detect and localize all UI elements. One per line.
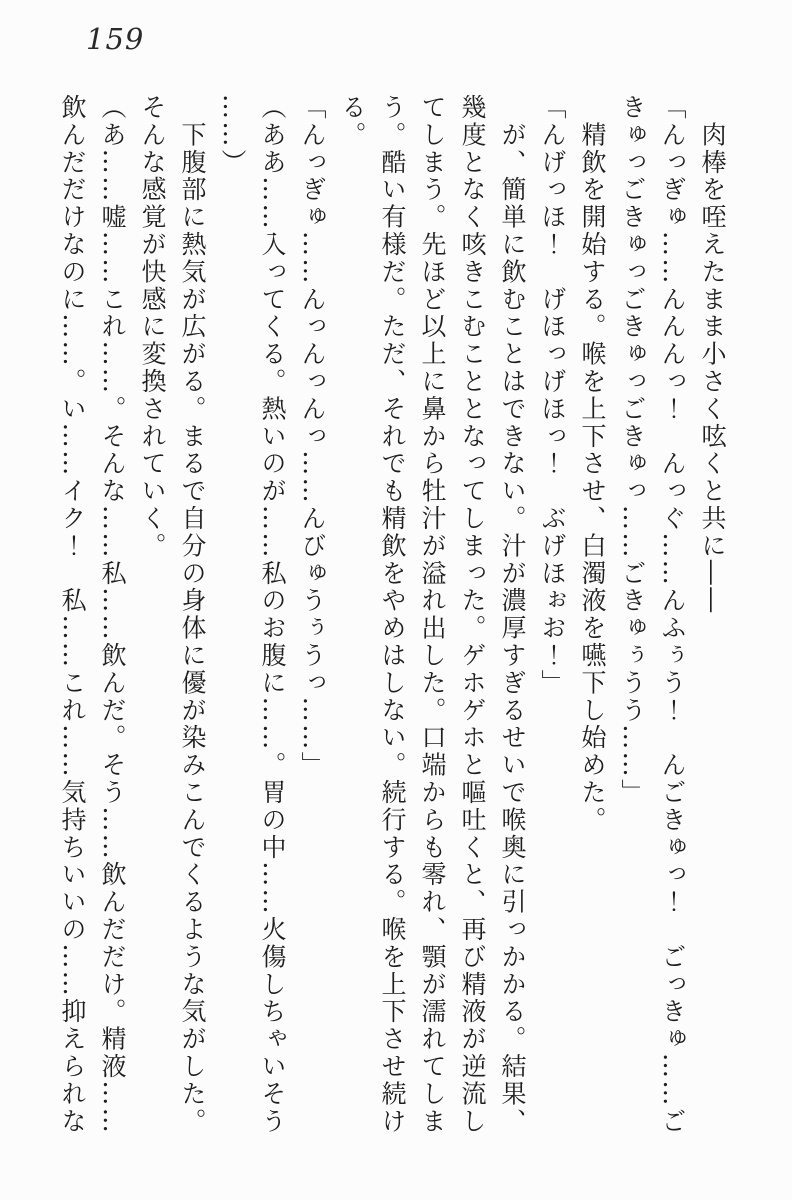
text-line: る。	[338, 94, 367, 149]
text-line: が、簡単に飲むことはできない。汁が濃厚すぎるせいで喉奥に引っかかる。結果、	[498, 94, 527, 1136]
text-line: 精飲を開始する。喉を上下させ、白濁液を嚥下し始めた。	[578, 94, 607, 834]
text-line: 「んっぎゅ……んんんっ！ んっぐ……んふぅう！ んごきゅっ！ ごっきゅ……ご	[658, 94, 687, 1136]
text-line: きゅっごきゅっごきゅっごきゅっ……ごきゅぅうう……」	[618, 94, 647, 807]
text-line: 「んげっほ！ げほっげほっ！ ぶげほぉお！」	[538, 94, 567, 697]
text-block	[52, 94, 732, 1146]
text-line: う。酷い有様だ。ただ、それでも精飲をやめはしない。続行する。喉を上下させ続け	[378, 94, 407, 1136]
text-line: （ああ……入ってくる。熱いのが……私のお腹に……。胃の中……火傷しちゃいそう	[258, 94, 287, 1136]
page-number: 159	[86, 22, 145, 56]
text-line: てしまう。先ほど以上に鼻から牡汁が溢れ出した。口端からも零れ、顎が濡れてしま	[418, 94, 447, 1136]
text-line: ……）	[218, 94, 247, 177]
text-line: 飲んだだけなのに……。い……イク！ 私……これ……気持ちいいの……抑えられな	[58, 94, 87, 1136]
text-line: 下腹部に熱気が広がる。まるで自分の身体に優が染みこんでくるような気がした。	[178, 94, 207, 1136]
text-line: そんな感覚が快感に変換されていく。	[138, 94, 167, 560]
text-line: （あ……嘘……これ……。そんな……私……飲んだ。そう……飲んだだけ。精液……	[98, 94, 127, 1136]
text-line: 幾度となく咳きこむこととなってしまった。ゲホゲホと嘔吐くと、再び精液が逆流し	[458, 94, 487, 1136]
text-line: 「んっぎゅ……んっんっんっ……んびゅうぅうっ……」	[298, 94, 327, 779]
text-line: 肉棒を咥えたまま小さく呟くと共に――	[698, 94, 727, 615]
